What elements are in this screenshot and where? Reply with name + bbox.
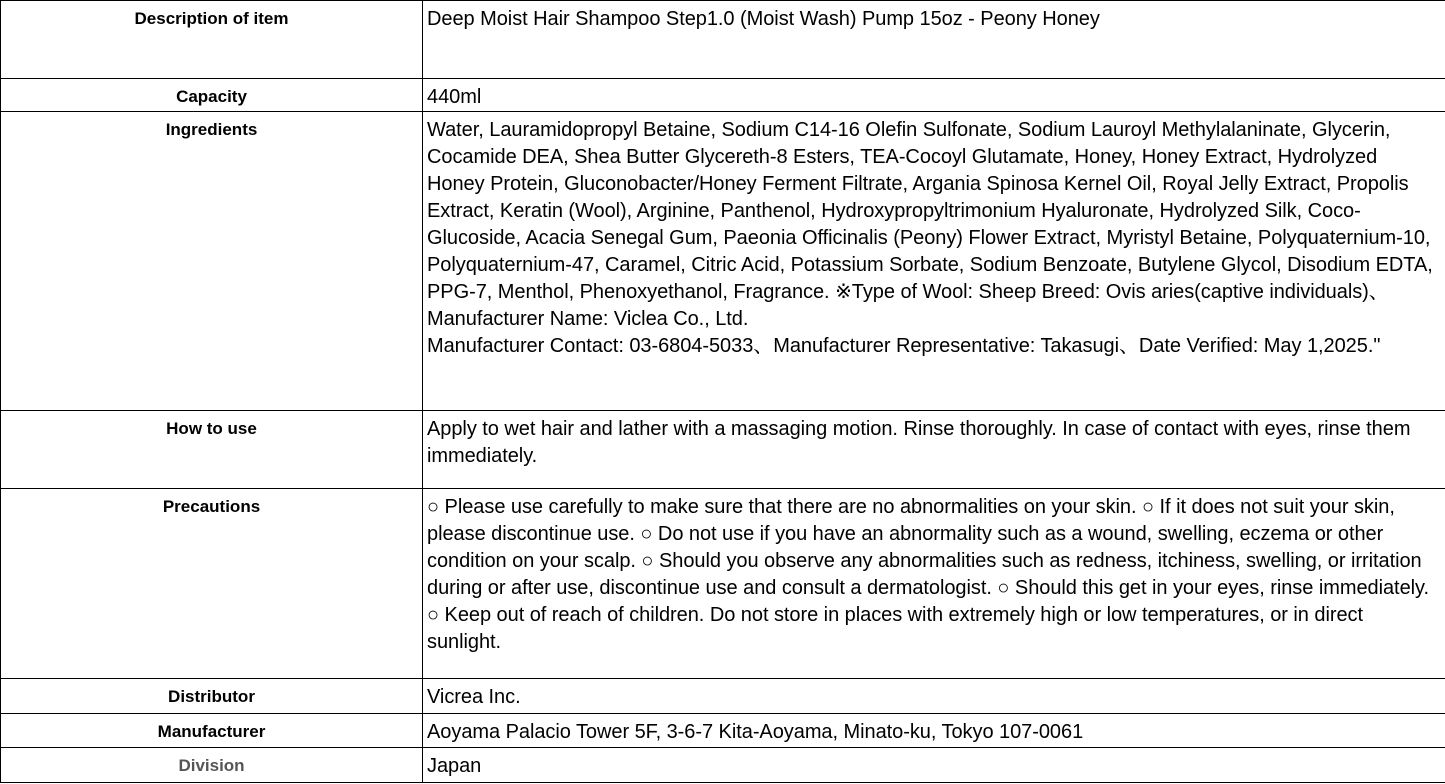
manufacturer-label: Manufacturer <box>1 714 423 748</box>
row-manufacturer <box>1 714 1445 748</box>
ingredients-value: Water, Lauramidopropyl Betaine, Sodium C14-16 Olefin Sulfonate, Sodium Lauroyl Methylalaninate, Glycerin, Cocamide DEA, Shea Butter Glycereth-8 Esters, TEA-Cocoyl Glutamate, Honey, Honey Extract, Hydrolyzed Honey Protein, Gluconobacter/Honey Ferment Filtrate, Argania Spinosa Kernel Oil, Royal Jelly Extract, Propolis Extract, Keratin (Wool), Arginine, Panthenol, Hydroxypropyltrimonium Hyaluronate, Hydrolyzed Silk, Coco-Glucoside, Acacia Senegal Gum, Paeonia Officinalis (Peony) Flower Extract, Myristyl Betaine, Polyquaternium-10, Polyquaternium-47, Caramel, Citric Acid, Potassium Sorbate, Sodium Benzoate, Butylene Glycol, Disodium EDTA, PPG-7, Menthol, Phenoxyethanol, Fragrance. ※Type of Wool: Sheep Breed: Ovis aries(captive individuals)、Manufacturer Name: Viclea Co., Ltd. <box>427 119 1433 330</box>
precautions-value: ○ Please use carefully to make sure that there are no abnormalities on your skin. ○ If it does not suit your skin, please discontinue use. ○ Do not use if you have an abnormality such as a wound, swelling, eczema or other condition on your scalp. ○ Should you observe any abnormalities such as redness, itchiness, swelling, or irritation during or after use, discontinue use and consult a dermatologist. ○ Should this get in your eyes, rinse immediately. ○ Keep out of reach of children. Do not store in places with extremely high or low temperatures, or in direct sunlight. <box>423 489 1445 679</box>
ingredients-cell <box>423 112 1445 411</box>
capacity-value: 440ml <box>423 79 1445 112</box>
capacity-label: Capacity <box>1 79 423 112</box>
row-ingredients <box>1 112 1445 411</box>
description-label: Description of item <box>1 1 423 79</box>
distributor-label: Distributor <box>1 679 423 714</box>
precautions-label: Precautions <box>1 489 423 679</box>
distributor-value: Vicrea Inc. <box>423 679 1445 714</box>
ingredients-label: Ingredients <box>1 112 423 411</box>
row-precautions <box>1 489 1445 679</box>
division-value: Japan <box>423 748 1445 783</box>
row-how-to-use <box>1 411 1445 489</box>
manufacturer-value: Aoyama Palacio Tower 5F, 3-6-7 Kita-Aoyama, Minato-ku, Tokyo 107-0061 <box>423 714 1445 748</box>
row-description <box>1 1 1445 79</box>
description-value: Deep Moist Hair Shampoo Step1.0 (Moist Wash) Pump 15oz - Peony Honey <box>423 1 1445 79</box>
ingredients-manufacturer-contact: Manufacturer Contact: 03-6804-5033、Manufacturer Representative: Takasugi、Date Verified: May 1,2025." <box>427 335 1381 357</box>
row-distributor <box>1 679 1445 714</box>
row-capacity <box>1 79 1445 112</box>
row-division <box>1 748 1445 783</box>
how-to-use-value: Apply to wet hair and lather with a massaging motion. Rinse thoroughly. In case of contact with eyes, rinse them immediately. <box>423 411 1445 489</box>
division-label: Division <box>1 748 423 783</box>
how-to-use-label: How to use <box>1 411 423 489</box>
